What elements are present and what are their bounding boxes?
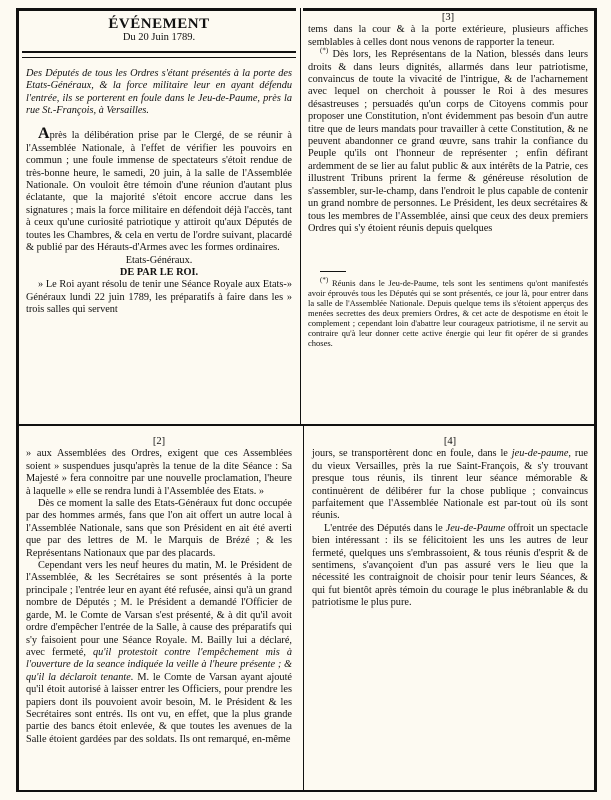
title-rule-thin: [22, 57, 296, 58]
page-4-p2-start: L'entrée des Députés dans le: [324, 522, 443, 534]
etats-heading: Etats-Généraux.: [125, 254, 193, 266]
de-par-le-roi-heading: DE PAR LE ROI.: [119, 266, 199, 278]
page-3-lead: tems dans la cour & à la porte extérieure, plusieurs affiches semblables à celles dont nous venons de rapporter la teneur.: [308, 24, 588, 48]
title-rule: [22, 51, 296, 53]
frame-border-left: [16, 8, 19, 792]
frame-border-top-left: [16, 8, 296, 11]
page-4-p1-end: rue du vieux Versailles, près la rue Saint-François, & s'y trouvant presque tous réunis, ils tinrent leur séance mémorable & continuèrent de délibérer fur la chose publique ; convaincus parfaitement que l'Assemblée Nationale est par-tout où ils sont réunis.: [312, 448, 589, 522]
frame-border-right: [594, 8, 597, 792]
frame-border-bottom: [16, 790, 597, 792]
document-title: ÉVÉNEMENT: [108, 16, 210, 32]
page-2-protest-italic: qu'il protestoit contre l'empêchement mis à l'ouverture de la seance indiquée la veille à l'heure présente ; & qu'il la déclaroit tenante.: [26, 646, 293, 683]
footnote-marker: (*): [320, 46, 329, 55]
page-4-paragraph-2: [312, 523, 588, 610]
footnote-rule: [320, 271, 346, 272]
page-4-paragraph-1: [312, 448, 588, 522]
footnote: [308, 278, 588, 348]
page-2-paragraph-2-start: Cependant vers les neuf heures du matin, M. le Président de l'Assemblée, & les Secrétaires se sont présentés à la porte principale ; l'entrée leur en ayant été refusée, ainsi qu'à un grand nombre de Députés ; M. le Président a demandé l'Officier de garde, M. le Comte de Varsan s'est présenté, & à dit qu'il avoit ordre d'empêcher l'entrée de la Salle, à cause des préparatifs qui s'y faisoient pour une Séance Royale. M. Bailly lui a déclaré, avec fermeté,: [26, 560, 292, 658]
horizontal-divider: [16, 424, 597, 426]
drop-cap: A: [38, 125, 50, 143]
page-number-2: [2]: [152, 436, 166, 447]
page-3-body: [308, 46, 588, 235]
opening-paragraph: [26, 125, 292, 254]
page-4: [312, 436, 588, 610]
frame-border-top-right: [303, 8, 597, 11]
page-4-p1-start: jours, se transportèrent donc en foule, dans le: [312, 448, 508, 460]
document-date: Du 20 Juin 1789.: [122, 32, 196, 44]
page-1: [26, 12, 292, 317]
royal-order-quote: » Le Roi ayant résolu de tenir une Séance Royale aux Etats-» Généraux lundi 22 juin 1789, les préparatifs à faire dans les » trois salles qui servent: [26, 279, 292, 316]
page-2-paragraph-2-end: M. le Comte de Varsan ayant ajouté qu'il étoit autorisé à laisser entrer les Officiers, pour prendre les papiers dont ils pouvoient avoir besoin, M. le Président & les Secrétaires sont entrés. Ils ont vu, en effet, que la plus grande partie des bancs étoit enlevée, & que toutes les avenues de la Salle étoient gardées par des soldats. Ils ont remarqué, en-même: [26, 671, 293, 745]
page-2-paragraph-1: Dès ce moment la salle des Etats-Généraux fut donc occupée par des hommes armés, fans que l'on ait offert un autre local à l'Assemblée Nationale, sans que son Président en ait été averti que par des lettres de M. le Marquis de Brézé ; & les Représentans Nationaux que par des placards.: [26, 498, 292, 559]
page-2: [26, 436, 292, 746]
page-4-p1-italic: jeu-de-paume,: [511, 448, 571, 460]
vertical-divider-top: [300, 8, 301, 424]
page-number-3: [3]: [441, 12, 455, 23]
footnote-marker-note: (*): [320, 276, 329, 285]
page-2-quote: » aux Assemblées des Ordres, exigent que ces Assemblées soient » suspendues jusqu'après la tenue de la dite Séance : Sa Majesté » fera connoitre par une nouvelle proclamation, l'heure à laquelle » elle se rendra lundi à l'Assemblée des Etats. »: [26, 448, 292, 497]
page-3: [308, 12, 588, 348]
opening-paragraph-text: près la délibération prise par le Clergé, de se réunir à l'Assemblée Nationale, à l'effet de vérifier les pouvoirs en commun ; une foule immense de spectateurs s'étoit rendue de très-bonne heure, le samedi, 20 juin, à la salle de l'Assemblée Nationale. On vouloit être témoin d'une réunion d'autant plus éclatante, que la majorité s'étoit encore accrue dans les signatures ; mais la force militaire en défendoit déjà l'accès, tant à ceux qu'une curiosité patriotique y attiroit qu'aux Députés de toutes les Chambres, & cela en vertu de l'ordre suivant, placardé & publié par des Hérauts-d'Armes avec les formes ordinaires.: [26, 130, 292, 254]
intro-summary: Des Députés de tous les Ordres s'étant présentés à la porte des Etats-Généraux, & la force militaire leur en ayant défendu l'entrée, ils se porterent en foule dans le Jeu-de-Paume, près la rue St.-François, à Versailles.: [26, 67, 292, 117]
page-4-p2-end: offroit un spectacle bien intéressant : ils se félicitoient les uns les autres de leur fermeté, quelques uns s'embrassoient, & tous réunis d'esprit & de sentimens, s'avançoient d'un pas assuré vers le lieu que la nécessité les contraignoit de choisir pour tenir leurs Séances, & qui fut bientôt après témoin du courage le plus inébranlable & du patriotisme le plus pure.: [312, 522, 589, 609]
footnote-text: Réunis dans le Jeu-de-Paume, tels sont les sentimens qu'ont manifestés avoir éprouvés tous les Députés qui se sont présentés, ce jour là, pour entrer dans la salle de l'Assemblée Nationale. Depuis quelque tems ils s'étoient apperçus des menées secrettes des deux premiers Ordres, & cet acte de despotisme en étoit le complement ; cependant loin d'abattre leur courageux patriotisme, il ne servit au contraire qu'à leur donner cette active énergie qui leur fit opérer de si grandes choses.: [308, 278, 588, 349]
page-number-4: [4]: [443, 436, 457, 447]
page-3-body-text: Dès lors, les Représentans de la Nation, blessés dans leurs droits & dans leurs dignités, allarmés dans leur patriotisme, convaincus de toute la vivacité de l'intrigue, & de l'acharnement avec lequel on cherchoit à pousser le Roi à des mesures désastreuses ; persuadés qu'un corps de Citoyens commis pour proposer une Constitution, n'ont évidemment pas besoin d'un autre titre que de leurs mandats pour travailler à cette Constitution, & ne peuvent abandonner ce grand œuvre, sans trahir la confiance du Peuple qu'ils ont l'honneur de représenter ; enfin défirant ardemment de se lier au falut public & aux intérêts de la Patrie, ces illustrent Tribuns prirent la ferme & généreuse résolution de s'assembler, sur-le-champ, dans l'endroit le plus capable de contenir un grand nombre de personnes. Le Président, les deux secrétaires & tous les membres de l'Assemblée, ainsi que ceux des deux premiers Ordres qui s'y étoient réunis depuis quelques: [308, 49, 588, 234]
vertical-divider-bottom: [303, 426, 304, 790]
page-4-p2-italic: Jeu-de-Paume: [445, 522, 506, 534]
page-2-paragraph-2: [26, 560, 292, 746]
